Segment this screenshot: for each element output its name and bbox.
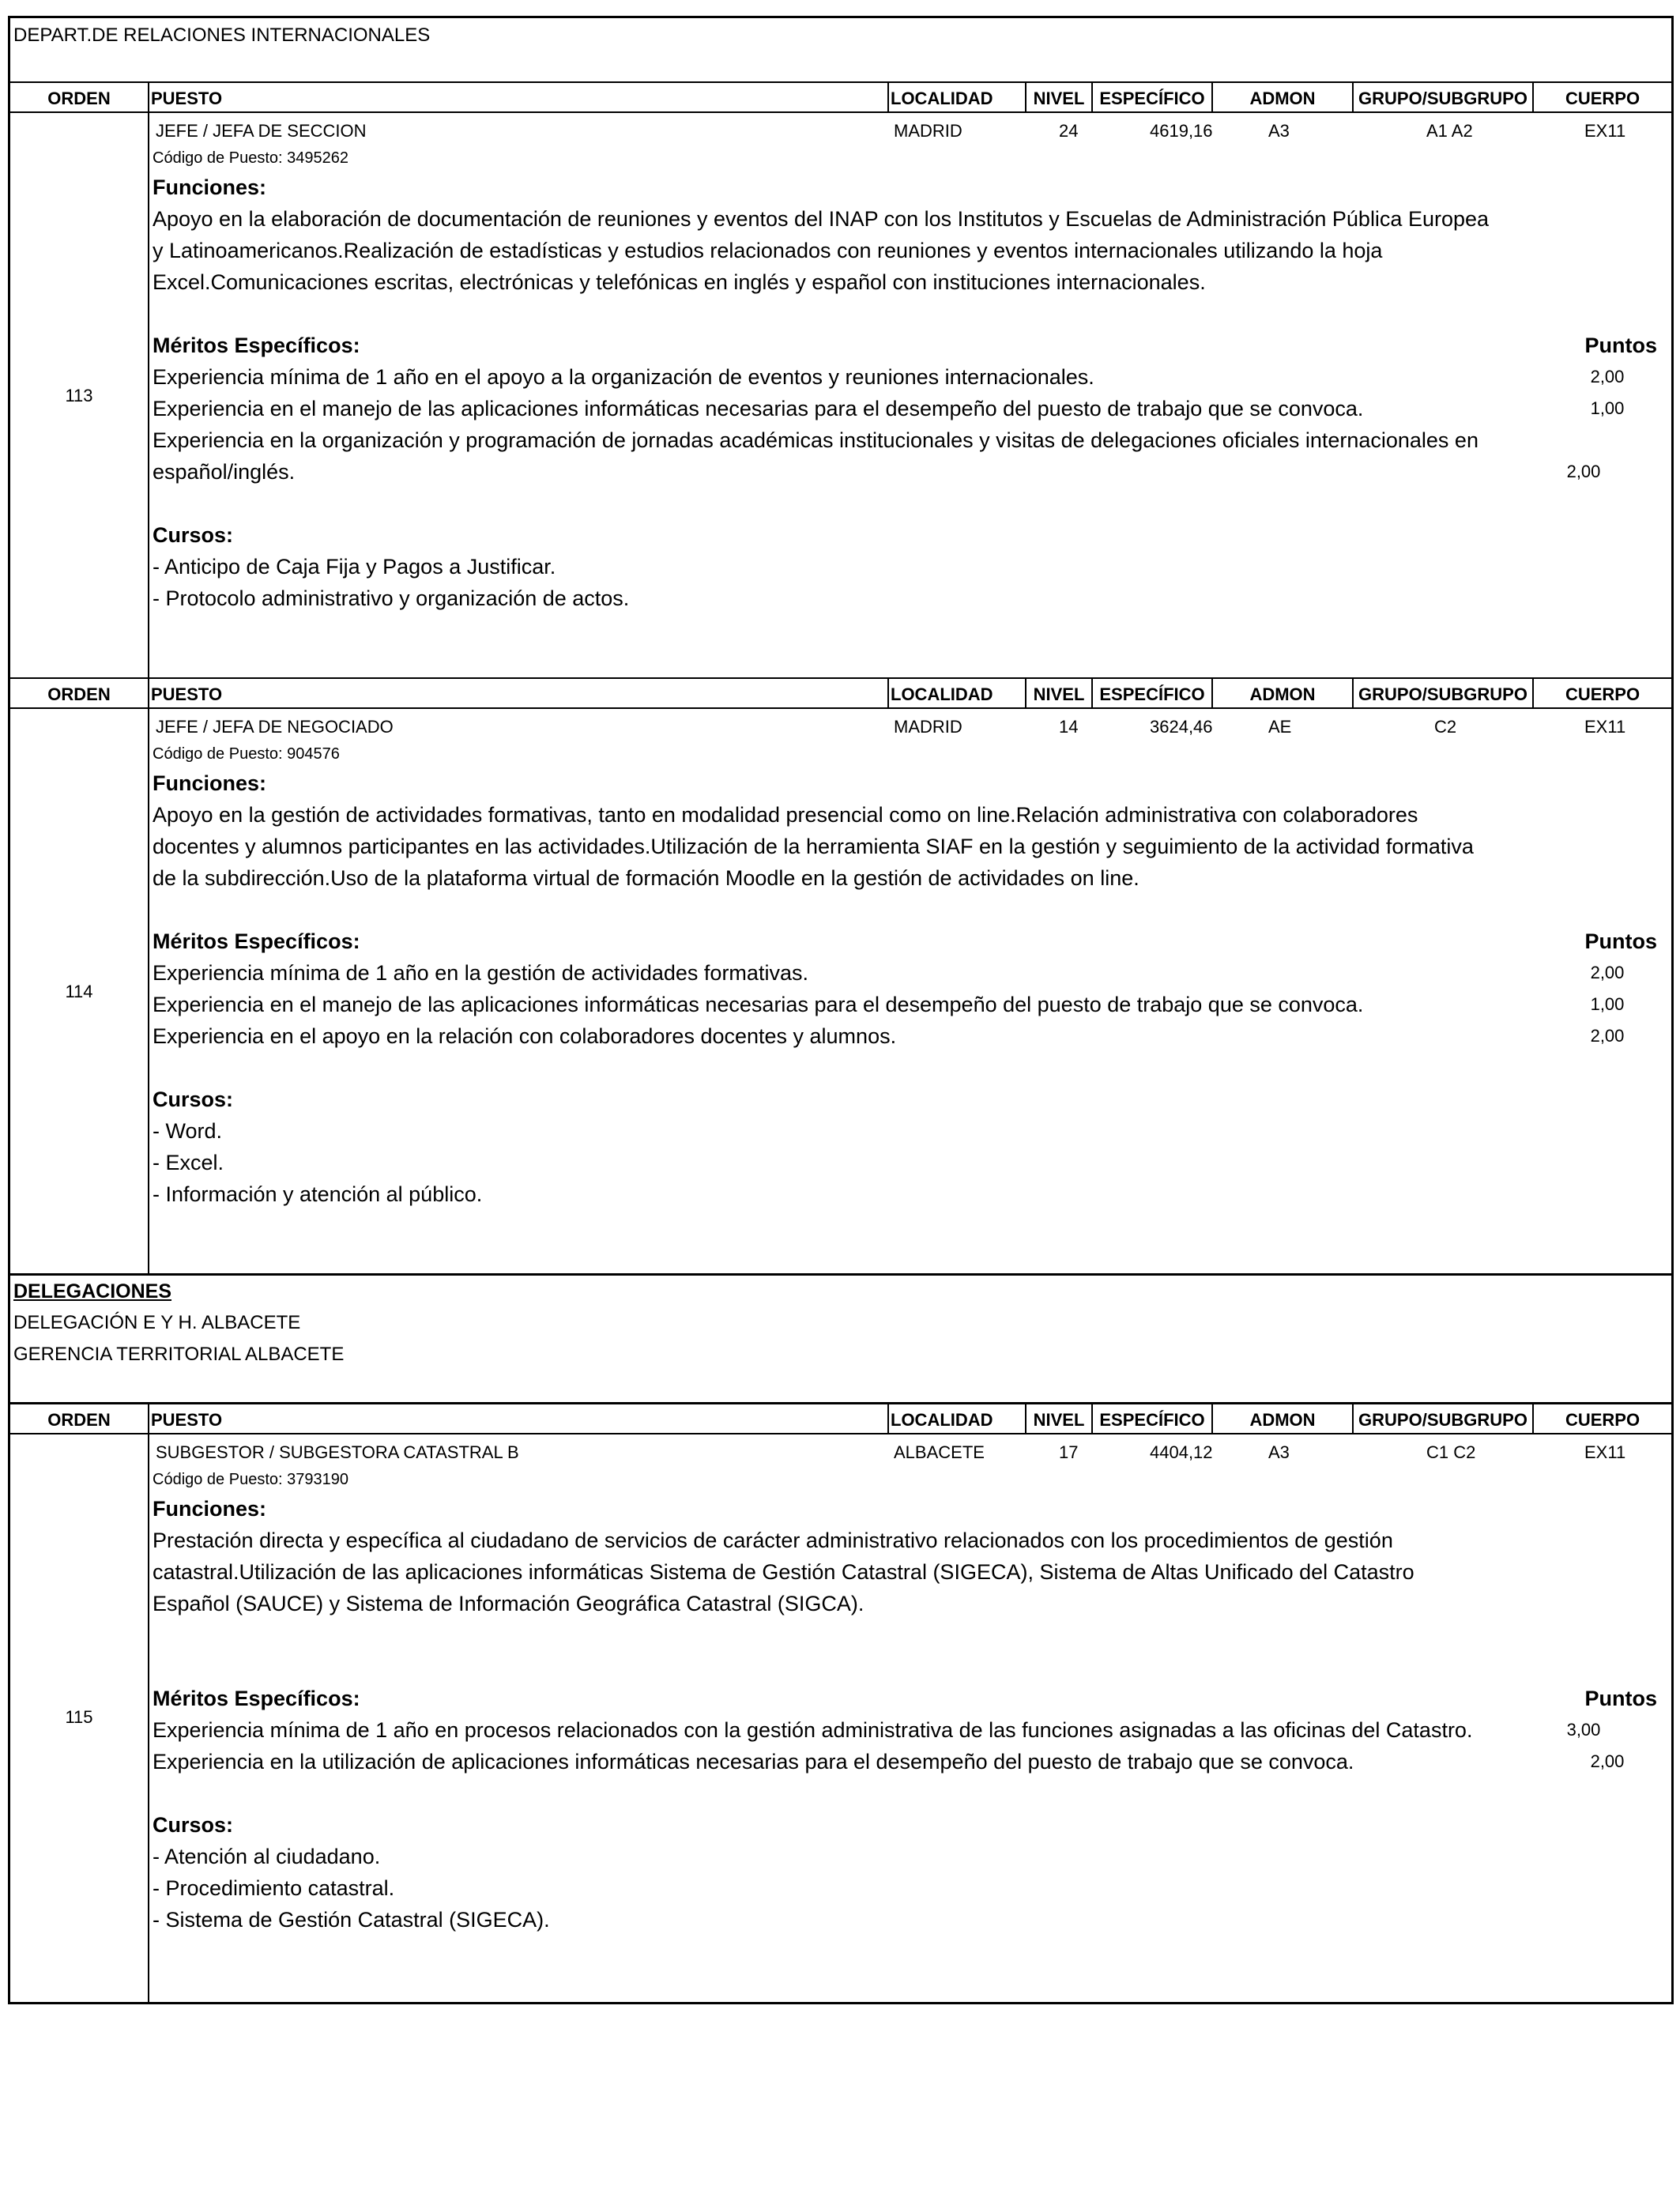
col-localidad: LOCALIDAD bbox=[889, 1404, 1026, 1433]
cursos-heading: Cursos: bbox=[153, 1813, 234, 1837]
merito-text: Experiencia en el manejo de las aplicaciones informáticas necesarias para el desempeño del puesto de trabajo que se convoca. bbox=[153, 397, 1364, 420]
col-especifico: ESPECÍFICO bbox=[1093, 679, 1213, 707]
localidad-value: MADRID bbox=[894, 717, 962, 737]
col-admon: ADMON bbox=[1213, 83, 1354, 111]
col-especifico: ESPECÍFICO bbox=[1093, 1404, 1213, 1433]
cuerpo-value: EX11 bbox=[1584, 717, 1626, 737]
department-section bbox=[8, 16, 1674, 2004]
grupo-value: A1 A2 bbox=[1426, 121, 1473, 141]
meritos-heading-row bbox=[153, 925, 1671, 957]
merito-item bbox=[153, 393, 1671, 424]
col-grupo: GRUPO/SUBGRUPO bbox=[1354, 1404, 1534, 1433]
merito-puntos: 2,00 bbox=[1566, 462, 1601, 481]
col-especifico: ESPECÍFICO bbox=[1093, 83, 1213, 111]
merito-text: Experiencia en la organización y programación de jornadas académicas institucionales y visitas de delegaciones oficiales internacionales en español/inglés. bbox=[153, 428, 1478, 484]
gerencia-name: GERENCIA TERRITORIAL ALBACETE bbox=[13, 1344, 345, 1365]
localidad-value: ALBACETE bbox=[894, 1442, 985, 1462]
merito-text: Experiencia mínima de 1 año en el apoyo a la organización de eventos y reuniones internacionales. bbox=[153, 365, 1094, 389]
meritos-heading-row bbox=[153, 330, 1671, 361]
col-localidad: LOCALIDAD bbox=[889, 679, 1026, 707]
merito-item bbox=[153, 957, 1671, 989]
job-block bbox=[10, 709, 1671, 1273]
merito-item bbox=[153, 989, 1671, 1020]
cuerpo-value: EX11 bbox=[1584, 121, 1626, 141]
meritos-heading-row bbox=[153, 1683, 1671, 1714]
merito-puntos: 2,00 bbox=[1590, 1751, 1625, 1771]
col-nivel: NIVEL bbox=[1026, 1404, 1093, 1433]
orden-number: 115 bbox=[65, 1707, 93, 1727]
meritos-heading: Méritos Específicos: bbox=[153, 1687, 360, 1710]
col-cuerpo: CUERPO bbox=[1565, 89, 1640, 108]
merito-item bbox=[153, 1714, 1671, 1746]
job-summary-row bbox=[153, 709, 1671, 741]
col-cuerpo: CUERPO bbox=[1565, 684, 1640, 704]
col-nivel: NIVEL bbox=[1026, 83, 1093, 111]
merito-puntos: 2,00 bbox=[1590, 367, 1625, 386]
admon-value: AE bbox=[1268, 717, 1292, 737]
especifico-value: 4404,12 bbox=[1150, 1442, 1213, 1462]
column-header-row bbox=[10, 81, 1671, 113]
column-header-row bbox=[10, 677, 1671, 709]
orden-cell bbox=[10, 1434, 149, 2002]
curso-item: - Excel. bbox=[153, 1151, 224, 1174]
meritos-heading: Méritos Específicos: bbox=[153, 334, 360, 357]
department-title: DEPART.DE RELACIONES INTERNACIONALES bbox=[13, 25, 431, 46]
merito-item bbox=[153, 1020, 1671, 1052]
localidad-value: MADRID bbox=[894, 121, 962, 141]
codigo-puesto: Código de Puesto: 3495262 bbox=[153, 149, 348, 167]
curso-item: - Anticipo de Caja Fija y Pagos a Justificar. bbox=[153, 555, 556, 579]
merito-text: Experiencia mínima de 1 año en la gestión de actividades formativas. bbox=[153, 961, 808, 985]
orden-cell bbox=[10, 709, 149, 1273]
curso-item: - Protocolo administrativo y organización de actos. bbox=[153, 586, 630, 610]
funciones-heading: Funciones: bbox=[153, 771, 267, 795]
job-content bbox=[149, 709, 1671, 1273]
col-grupo: GRUPO/SUBGRUPO bbox=[1354, 679, 1534, 707]
merito-item bbox=[153, 361, 1671, 393]
merito-text: Experiencia en el apoyo en la relación con colaboradores docentes y alumnos. bbox=[153, 1024, 897, 1048]
curso-item: - Word. bbox=[153, 1119, 223, 1143]
job-content bbox=[149, 1434, 1671, 2002]
col-nivel: NIVEL bbox=[1026, 679, 1093, 707]
orden-cell bbox=[10, 113, 149, 677]
delegaciones-section bbox=[10, 1273, 1671, 1404]
job-summary-row bbox=[153, 1434, 1671, 1466]
delegacion-name: DELEGACIÓN E Y H. ALBACETE bbox=[13, 1312, 301, 1333]
puntos-heading: Puntos bbox=[1584, 1687, 1657, 1710]
col-puesto: PUESTO bbox=[149, 679, 889, 707]
nivel-value: 24 bbox=[1059, 121, 1079, 141]
puesto-value: JEFE / JEFA DE SECCION bbox=[156, 121, 367, 141]
document bbox=[8, 16, 1674, 2004]
puesto-value: SUBGESTOR / SUBGESTORA CATASTRAL B bbox=[156, 1442, 519, 1462]
merito-puntos: 2,00 bbox=[1590, 1026, 1625, 1046]
col-orden: ORDEN bbox=[10, 1404, 149, 1433]
merito-puntos: 3,00 bbox=[1566, 1720, 1601, 1740]
funciones-text: Prestación directa y específica al ciudadano de servicios de carácter administrativo relacionados con los procedimientos de gestión catastral.Utilización de las aplicaciones informáticas Sistema de Gestión Catastral (SIGECA), Sistema de Altas Unificado del Catastro Español (SAUCE) y Sistema de Información Geográfica Catastral (SIGCA). bbox=[153, 1529, 1414, 1615]
cursos-heading: Cursos: bbox=[153, 1088, 234, 1111]
col-puesto: PUESTO bbox=[149, 83, 889, 111]
codigo-puesto: Código de Puesto: 904576 bbox=[153, 745, 340, 763]
orden-number: 113 bbox=[65, 386, 93, 405]
delegaciones-heading: DELEGACIONES bbox=[13, 1280, 172, 1302]
merito-text: Experiencia en la utilización de aplicaciones informáticas necesarias para el desempeño del puesto de trabajo que se convoca. bbox=[153, 1750, 1354, 1774]
meritos-heading: Méritos Específicos: bbox=[153, 929, 360, 953]
codigo-puesto: Código de Puesto: 3793190 bbox=[153, 1471, 348, 1488]
curso-item: - Sistema de Gestión Catastral (SIGECA). bbox=[153, 1908, 550, 1932]
funciones-text: Apoyo en la gestión de actividades formativas, tanto en modalidad presencial como on line.Relación administrativa con colaboradores docentes y alumnos participantes en las actividades.Utilización de la herramienta SIAF en la gestión y seguimiento de la actividad formativa de la subdirección.Uso de la plataforma virtual de formación Moodle en la gestión de actividades on line. bbox=[153, 803, 1474, 890]
job-block bbox=[10, 1434, 1671, 2004]
nivel-value: 17 bbox=[1059, 1442, 1079, 1462]
curso-item: - Información y atención al público. bbox=[153, 1182, 483, 1206]
cursos-heading: Cursos: bbox=[153, 523, 234, 547]
col-admon: ADMON bbox=[1213, 679, 1354, 707]
curso-item: - Atención al ciudadano. bbox=[153, 1845, 381, 1868]
funciones-heading: Funciones: bbox=[153, 1497, 267, 1521]
col-orden: ORDEN bbox=[10, 679, 149, 707]
merito-text: Experiencia mínima de 1 año en procesos relacionados con la gestión administrativa de las funciones asignadas a las oficinas del Catastro. bbox=[153, 1718, 1473, 1742]
merito-text: Experiencia en el manejo de las aplicaciones informáticas necesarias para el desempeño del puesto de trabajo que se convoca. bbox=[153, 993, 1364, 1016]
job-summary-row bbox=[153, 113, 1671, 145]
nivel-value: 14 bbox=[1059, 717, 1079, 737]
puesto-value: JEFE / JEFA DE NEGOCIADO bbox=[156, 717, 394, 737]
puntos-heading: Puntos bbox=[1584, 334, 1657, 357]
orden-number: 114 bbox=[65, 982, 93, 1001]
curso-item: - Procedimiento catastral. bbox=[153, 1876, 395, 1900]
admon-value: A3 bbox=[1268, 1442, 1290, 1462]
merito-puntos: 1,00 bbox=[1590, 398, 1625, 418]
puntos-heading: Puntos bbox=[1584, 929, 1657, 953]
department-header bbox=[10, 16, 1671, 81]
cuerpo-value: EX11 bbox=[1584, 1442, 1626, 1462]
merito-puntos: 1,00 bbox=[1590, 994, 1625, 1014]
col-grupo: GRUPO/SUBGRUPO bbox=[1354, 83, 1534, 111]
grupo-value: C1 C2 bbox=[1426, 1442, 1476, 1462]
col-localidad: LOCALIDAD bbox=[889, 83, 1026, 111]
job-content bbox=[149, 113, 1671, 677]
job-block bbox=[10, 113, 1671, 677]
col-cuerpo: CUERPO bbox=[1565, 1410, 1640, 1430]
col-orden: ORDEN bbox=[10, 83, 149, 111]
col-puesto: PUESTO bbox=[149, 1404, 889, 1433]
col-admon: ADMON bbox=[1213, 1404, 1354, 1433]
merito-item bbox=[153, 424, 1671, 488]
grupo-value: C2 bbox=[1434, 717, 1457, 737]
especifico-value: 4619,16 bbox=[1150, 121, 1213, 141]
admon-value: A3 bbox=[1268, 121, 1290, 141]
merito-puntos: 2,00 bbox=[1590, 963, 1625, 982]
funciones-text: Apoyo en la elaboración de documentación de reuniones y eventos del INAP con los Institutos y Escuelas de Administración Pública Europea y Latinoamericanos.Realización de estadísticas y estudios relacionados con reuniones y eventos internacionales utilizando la hoja Excel.Comunicaciones escritas, electrónicas y telefónicas en inglés y español con instituciones internacionales. bbox=[153, 207, 1490, 294]
merito-item bbox=[153, 1746, 1671, 1777]
especifico-value: 3624,46 bbox=[1150, 717, 1213, 737]
funciones-heading: Funciones: bbox=[153, 175, 267, 199]
column-header-row bbox=[10, 1404, 1671, 1434]
